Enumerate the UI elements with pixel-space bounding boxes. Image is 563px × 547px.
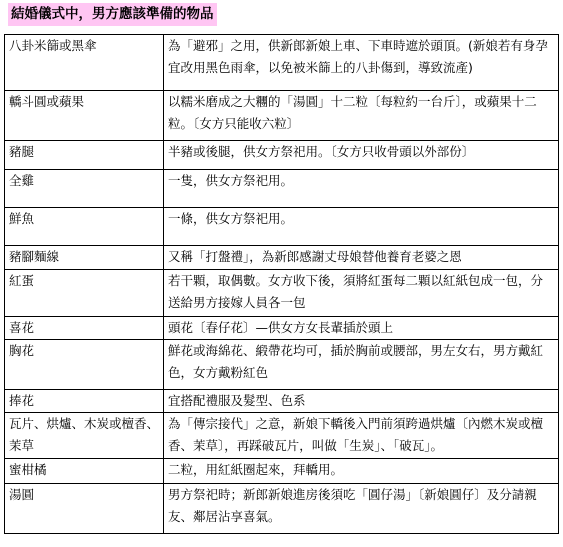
table-row: [5, 459, 559, 484]
table-row: [5, 340, 559, 390]
item-description: 一隻，供女方祭祀用。: [164, 170, 559, 208]
item-name: 胸花: [5, 340, 164, 390]
table-row: [5, 141, 559, 170]
table-row: [5, 270, 559, 317]
table-row: [5, 208, 559, 246]
table-row: [5, 317, 559, 340]
item-name: 紅蛋: [5, 270, 164, 317]
item-description: 為「傳宗接代」之意，新娘下轎後入門前須跨過烘爐〔內燃木炭或檀香、茉草〕，再踩破瓦片，叫做「生炭」、「破瓦」。: [164, 413, 559, 459]
item-description: 若干顆，取偶數。女方收下後，須將紅蛋每二顆以紅紙包成一包，分送給男方接嫁人員各一包: [164, 270, 559, 317]
table-row: [5, 91, 559, 141]
item-name: 蜜柑橘: [5, 459, 164, 484]
items-table: [4, 34, 559, 534]
item-name: 豬腳麵線: [5, 246, 164, 270]
item-description: 又稱「打盤禮」，為新郎感謝丈母娘替他養育老婆之恩: [164, 246, 559, 270]
table-row: [5, 484, 559, 534]
table-row: [5, 35, 559, 91]
item-description: 宜搭配禮服及髮型、色系: [164, 390, 559, 413]
item-description: 以糯米磨成之大糰的「湯圓」十二粒〔每粒約一台斤〕，或蘋果十二粒。〔女方只能收六粒〕: [164, 91, 559, 141]
item-name: 八卦米篩或黑傘: [5, 35, 164, 91]
item-description: 二粒，用紅紙圈起來，拜轎用。: [164, 459, 559, 484]
item-description: 男方祭祀時；新郎新娘進房後須吃「圓仔湯」〔新娘圓仔〕及分請親友、鄰居沾享喜氣。: [164, 484, 559, 534]
table-row: [5, 170, 559, 208]
item-description: 頭花〔春仔花〕—供女方女長輩插於頭上: [164, 317, 559, 340]
item-name: 喜花: [5, 317, 164, 340]
item-description: 一條，供女方祭祀用。: [164, 208, 559, 246]
item-name: 湯圓: [5, 484, 164, 534]
table-row: [5, 413, 559, 459]
item-description: 半豬或後腿，供女方祭祀用。〔女方只收骨頭以外部份〕: [164, 141, 559, 170]
document-title: 結婚儀式中，男方應該準備的物品: [8, 3, 217, 26]
item-description: 鮮花或海綿花、緞帶花均可，插於胸前或腰部，男左女右，男方戴紅色，女方戴粉紅色: [164, 340, 559, 390]
item-name: 豬腿: [5, 141, 164, 170]
item-name: 捧花: [5, 390, 164, 413]
item-name: 鮮魚: [5, 208, 164, 246]
item-description: 為「避邪」之用，供新郎新娘上車、下車時遮於頭頂。(新娘若有身孕宜改用黑色雨傘，以免被米篩上的八卦傷到，導致流產): [164, 35, 559, 91]
table-row: [5, 390, 559, 413]
item-name: 全雞: [5, 170, 164, 208]
item-name: 轎斗圓或蘋果: [5, 91, 164, 141]
table-row: [5, 246, 559, 270]
item-name: 瓦片、烘爐、木炭或檀香、茉草: [5, 413, 164, 459]
